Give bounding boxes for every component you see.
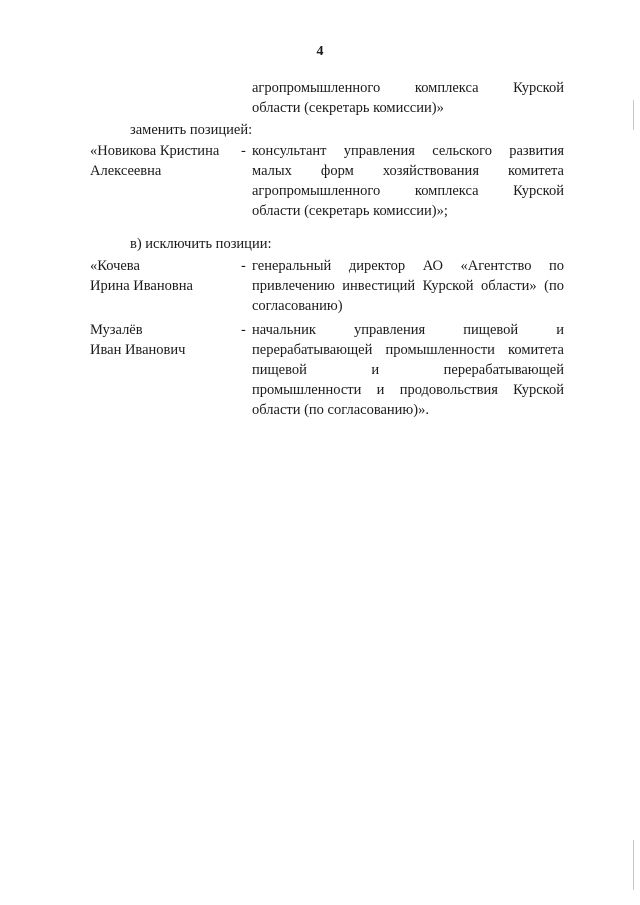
- position-line: генеральный директор АО «Агентство по: [252, 258, 564, 274]
- position-line: агропромышленного комплекса Курской: [252, 183, 564, 199]
- continuation-line: агропромышленного комплекса Курской: [252, 80, 564, 96]
- dash-separator: -: [241, 258, 246, 274]
- scan-artifact: [633, 100, 634, 130]
- name-line: Ирина Ивановна: [90, 278, 193, 294]
- scan-artifact: [633, 840, 634, 890]
- position-line: перерабатывающей промышленности комитета: [252, 342, 564, 358]
- name-line: Иван Иванович: [90, 342, 186, 358]
- position-line: консультант управления сельского развития: [252, 143, 564, 159]
- position-line: промышленности и продовольствия Курской: [252, 382, 564, 398]
- dash-separator: -: [241, 143, 246, 159]
- position-line: пищевой и перерабатывающей: [252, 362, 564, 378]
- name-line: «Кочева: [90, 258, 140, 274]
- person-position: [252, 141, 564, 221]
- position-line: малых форм хозяйствования комитета: [252, 163, 564, 179]
- exclude-heading: в) исключить позиции:: [130, 236, 272, 252]
- replace-heading: заменить позицией:: [130, 122, 253, 138]
- person-name: [90, 320, 240, 360]
- person-position: [252, 256, 564, 316]
- name-line: Музалёв: [90, 322, 143, 338]
- person-name: [90, 141, 240, 181]
- person-name: [90, 256, 240, 296]
- person-position: [252, 320, 564, 420]
- name-line: «Новикова Кристина: [90, 143, 220, 159]
- position-line: начальник управления пищевой и: [252, 322, 564, 338]
- continuation-text: [252, 78, 564, 118]
- position-line: согласованию): [252, 298, 343, 314]
- position-line: области (секретарь комиссии)»;: [252, 203, 448, 219]
- continuation-line: области (секретарь комиссии)»: [252, 100, 444, 116]
- position-line: привлечению инвестиций Курской области» (по: [252, 278, 564, 294]
- name-line: Алексеевна: [90, 163, 162, 179]
- dash-separator: -: [241, 322, 246, 338]
- page-number: 4: [316, 44, 324, 59]
- position-line: области (по согласованию)».: [252, 402, 429, 418]
